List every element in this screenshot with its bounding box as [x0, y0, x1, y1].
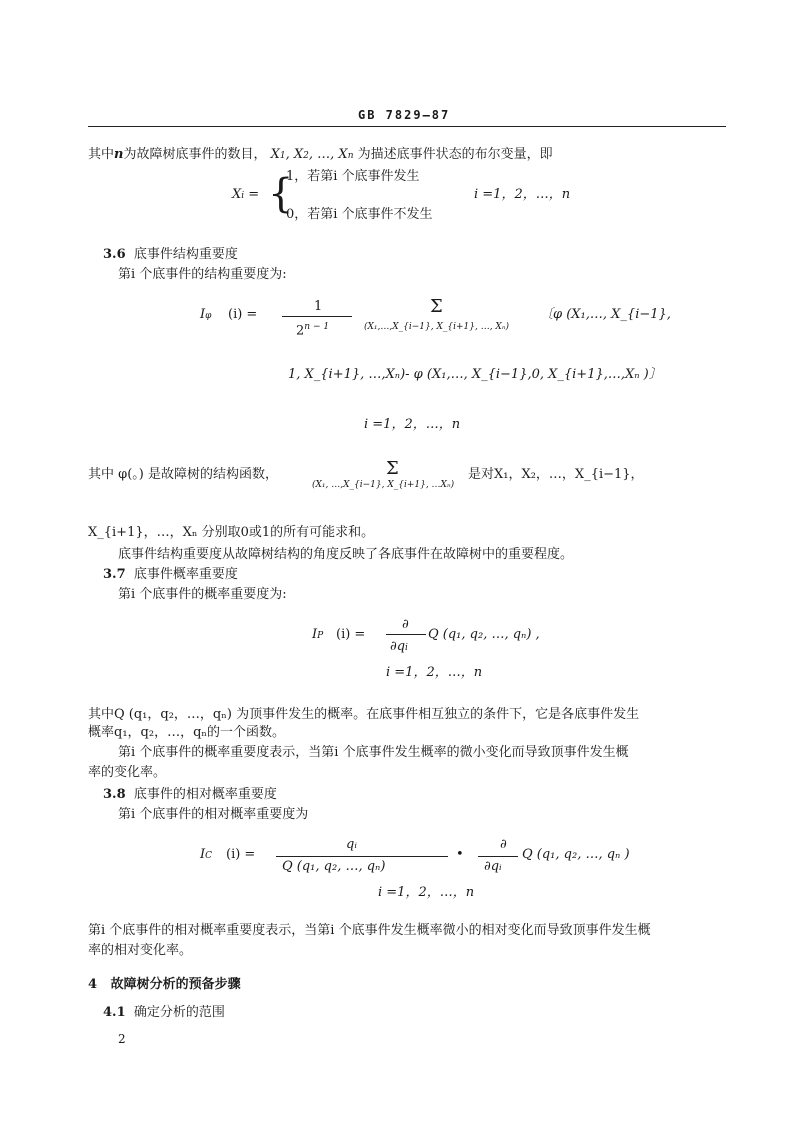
- sec-4-heading: 4 故障树分析的预备步骤: [88, 977, 241, 992]
- formula-3-8-frac1-den: Q (q₁, q₂, …, qₙ): [282, 859, 386, 874]
- bool-range: i =1，2，…，n: [474, 187, 571, 202]
- formula-3-7-partial-num: ∂: [402, 617, 409, 632]
- formula-3-7-range: i =1，2，…，n: [386, 665, 483, 680]
- sec-3-8-para-line-1: 第i 个底事件的相对概率重要度表示，当第i 个底事件发生概率微小的相对变化而导致顶事件发生概: [88, 923, 651, 938]
- sec-3-6-heading: 3.6 底事件结构重要度: [103, 247, 238, 262]
- sec-3-8-heading: 3.8 底事件的相对概率重要度: [103, 787, 277, 802]
- formula-3-7-fraction-line: [386, 634, 426, 635]
- formula-3-6-bracket-open: 〔φ (X₁,…, X_{i−1},: [540, 307, 671, 322]
- formula-3-7-lhs: IP: [312, 627, 324, 642]
- header-rule: [88, 126, 726, 127]
- formula-3-8-frac1-num: qᵢ: [346, 837, 357, 852]
- sec-3-7-heading: 3.7 底事件概率重要度: [103, 567, 238, 582]
- formula-3-6-fraction-line: [282, 316, 352, 317]
- sec-3-8-intro: 第i 个底事件的相对概率重要度为: [118, 807, 309, 822]
- sec-3-6-note-suffix: 是对X₁，X₂，…，X_{i−1}，: [468, 467, 644, 482]
- formula-3-7-partial-den: ∂qi: [390, 639, 408, 654]
- sec-3-6-note-prefix: 其中 φ(。) 是故障树的结构函数，: [88, 467, 279, 482]
- sec-4-1-heading: 4.1 确定分析的范围: [103, 1005, 225, 1020]
- intro-prefix: 其中: [88, 147, 115, 162]
- sec-3-6-note-sigma: Σ: [386, 458, 399, 479]
- formula-3-8-range: i =1，2，…，n: [378, 885, 475, 900]
- formula-3-8-q-expr: Q (q₁, q₂, …, qₙ ): [522, 847, 630, 862]
- sec-3-7-note-line-2: 概率q₁，q₂，…，qₙ的一个函数。: [88, 725, 286, 740]
- formula-3-8-partial-den: ∂qᵢ: [484, 859, 502, 874]
- bool-case-0: 0，若第i 个底事件不发生: [286, 207, 433, 222]
- sec-3-6-note-sigma-sub: (X₁, …,X_{i−1}, X_{i+1}, …Xₙ): [312, 480, 455, 490]
- formula-3-8-fraction-line-1: [276, 856, 448, 857]
- formula-3-6-range: i =1，2，…，n: [364, 417, 461, 432]
- intro-n: n: [114, 147, 124, 162]
- formula-3-6-line-2: 1, X_{i+1}, …,Xₙ)- φ (X₁,…, X_{i−1},0, X_{i+1},…,Xₙ )〕: [288, 367, 662, 382]
- left-brace: {: [268, 171, 294, 217]
- sec-3-7-intro: 第i 个底事件的概率重要度为:: [118, 587, 287, 602]
- sec-3-6-intro: 第i 个底事件的结构重要度为:: [118, 267, 287, 282]
- sec-3-7-para-line-1: 第i 个底事件的概率重要度表示，当第i 个底事件发生概率的微小变化而导致顶事件发生概: [118, 745, 629, 760]
- sec-3-8-para-line-2: 率的相对变化率。: [88, 943, 193, 958]
- intro-vars: X1, X2, …, Xn: [270, 147, 354, 162]
- intro-middle: 为故障树底事件的数目，: [123, 147, 267, 162]
- sec-3-7-note-line-1: 其中Q (q₁，q₂，…，qₙ) 为顶事件发生的概率。在底事件相互独立的条件下，它是各底事件发生: [88, 707, 640, 722]
- formula-3-8-fraction-line-2: [478, 856, 518, 857]
- formula-3-8-partial-num: ∂: [500, 837, 507, 852]
- sec-3-7-para-line-2: 率的变化率。: [88, 765, 167, 780]
- page-number: 2: [118, 1032, 126, 1046]
- formula-3-6-sigma-sub: (X₁,…,X_{i−1}, X_{i+1}, …, Xₙ): [364, 322, 509, 332]
- sec-3-6-paragraph: 底事件结构重要度从故障树结构的角度反映了各底事件在故障树中的重要程度。: [118, 547, 574, 562]
- formula-3-8-lhs: IC: [200, 847, 213, 862]
- intro-line: [88, 146, 553, 165]
- bool-lhs: Xi =: [232, 187, 260, 202]
- standard-number: GB 7829—87: [358, 108, 451, 122]
- formula-3-6-lhs: Iφ: [200, 307, 212, 322]
- formula-3-8-dot: •: [456, 847, 464, 862]
- formula-3-7-q-expr: Q (q₁, q₂, …, qₙ) ,: [428, 627, 540, 642]
- sec-3-6-note-line-2: X_{i+1}，…，Xₙ 分别取0或1的所有可能求和。: [88, 525, 375, 540]
- formula-3-8-arg: (i) =: [226, 847, 256, 862]
- formula-3-6-denominator: $2^{n - 1}$: [296, 322, 330, 339]
- formula-3-6-arg: (i) =: [228, 307, 258, 322]
- formula-3-6-sigma: Σ: [430, 296, 443, 317]
- formula-3-6-numerator: 1: [314, 299, 323, 314]
- formula-3-7-arg: (i) =: [336, 627, 366, 642]
- bool-case-1: 1，若第i 个底事件发生: [286, 169, 420, 184]
- intro-vars-desc: 为描述底事件状态的布尔变量，即: [357, 147, 553, 162]
